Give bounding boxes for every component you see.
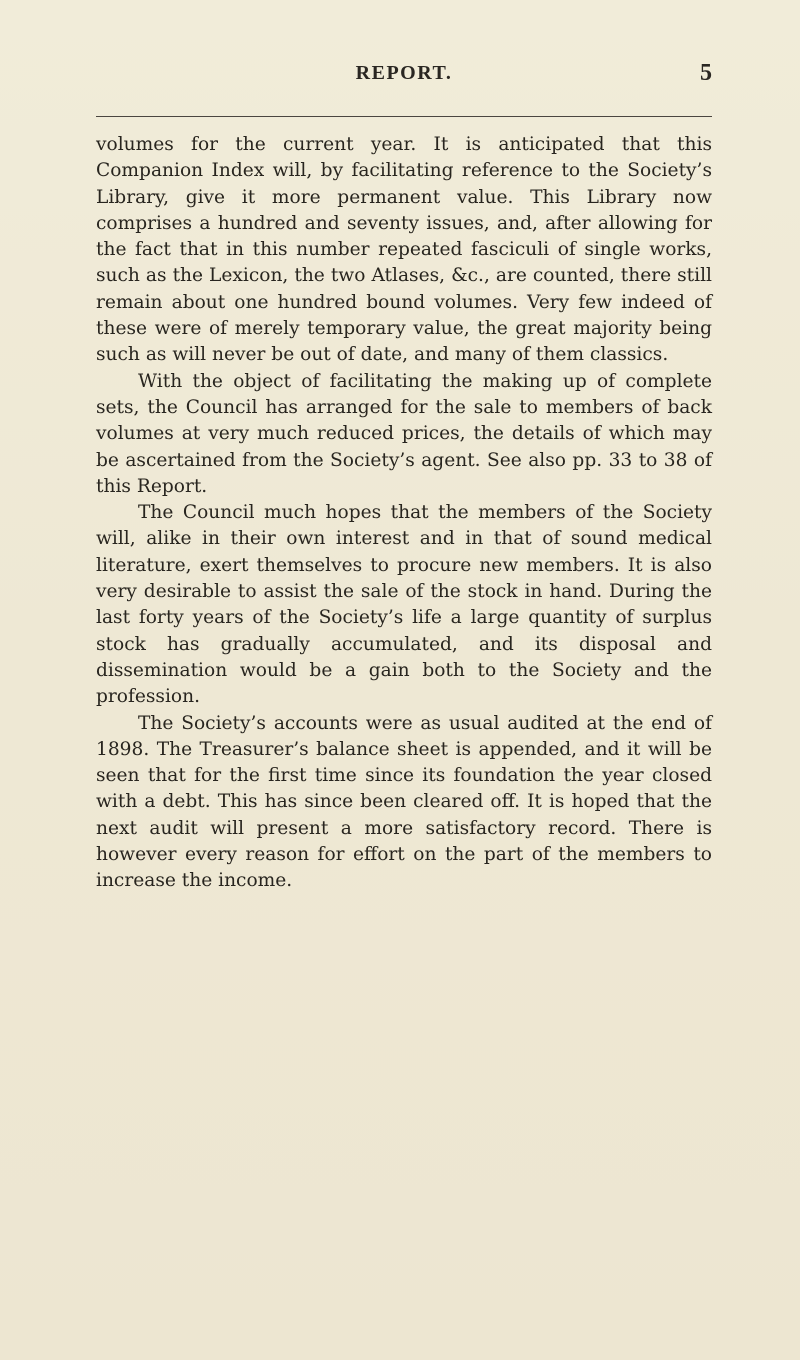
paragraph-1: volumes for the current year. It is anticipated that this Companion Index will, by facilitating reference to the Society’s Library, give it more permanent value. This Library now comprises a hundred and seventy issues, and, after allowing for the fact that in this number repeated fasciculi of single works, such as the Lexicon, the two Atlases, &c., are counted, there still remain about one hundred bound volumes. Very few indeed of these were of merely temporary value, the great majority being such as will never be out of date, and many of them classics.: [96, 134, 712, 366]
header-rule: [96, 116, 712, 117]
paragraph-4: The Society’s accounts were as usual audited at the end of 1898. The Treasurer’s balance sheet is appended, and it will be seen that for the first time since its foundation the year closed with a debt. This has since been cleared off. It is hoped that the next audit will present a more satisfactory record. There is however every reason for effort on the part of the members to increase the income.: [96, 712, 712, 892]
running-title: REPORT.: [355, 62, 453, 84]
paragraph-3: The Council much hopes that the members of the Society will, alike in their own interest and in that of sound medical literature, exert themselves to procure new members. It is also very desirable to assist the sale of the stock in hand. During the last forty years of the Society’s life a large quantity of surplus stock has gradually accumulated, and its disposal and dissemination would be a gain both to the Society and the profession.: [96, 502, 712, 708]
running-head: [96, 62, 712, 92]
paragraph-2: With the object of facilitating the making up of complete sets, the Council has arranged for the sale to members of back volumes at very much reduced prices, the details of which may be ascertained from the Society’s agent. See also pp. 33 to 38 of this Report.: [96, 370, 712, 497]
body-text: [96, 132, 712, 895]
page-number: 5: [700, 60, 712, 86]
